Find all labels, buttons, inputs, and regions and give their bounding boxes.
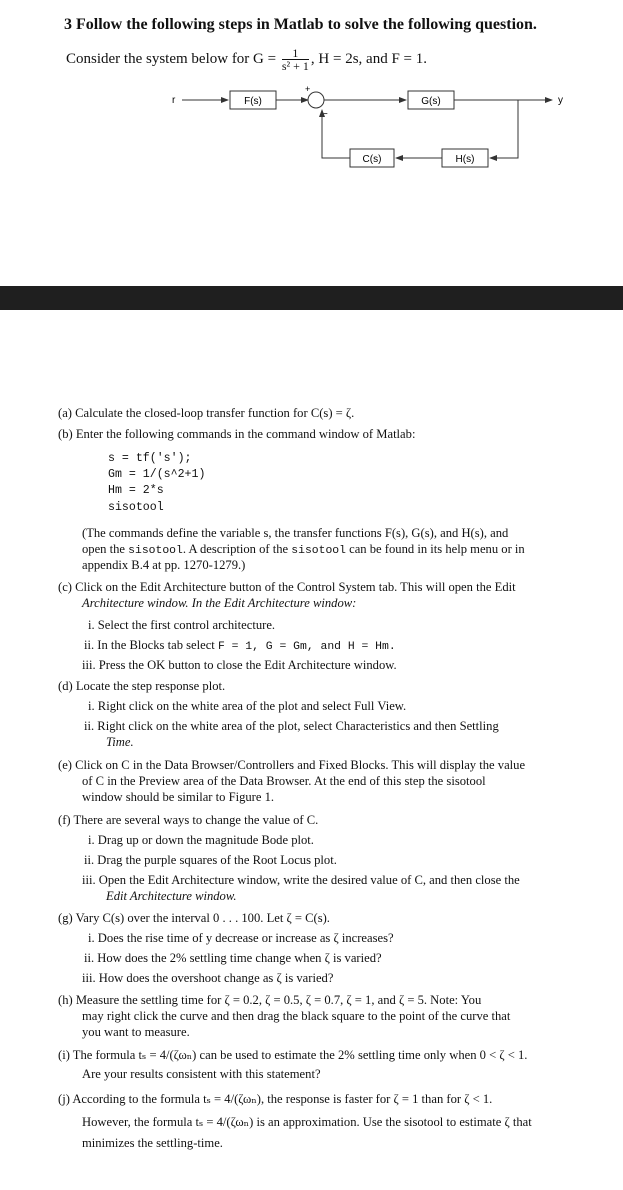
f-block-label: F(s)	[244, 96, 262, 107]
problem-intro	[66, 47, 427, 72]
step-c-i: i. Select the first control architecture.	[88, 618, 276, 632]
step-c-iii: iii. Press the OK button to close the Edit Architecture window.	[82, 658, 397, 672]
block-diagram	[160, 80, 580, 190]
step-h-line-1: (h) Measure the settling time for ζ = 0.2, ζ = 0.5, ζ = 0.7, ζ = 1, and ζ = 5. Note: You	[58, 993, 482, 1007]
step-b-note-line-1: (The commands define the variable s, the transfer functions F(s), G(s), and H(s), and	[82, 526, 509, 540]
step-c-ii	[84, 638, 396, 655]
step-g: (g) Vary C(s) over the interval 0 . . . 100. Let ζ = C(s).	[58, 911, 330, 925]
plus-sign: +	[305, 84, 311, 94]
step-g-ii: ii. How does the 2% settling time change when ζ is varied?	[84, 951, 382, 965]
output-label: y	[558, 95, 563, 106]
step-d: (d) Locate the step response plot.	[58, 679, 226, 693]
step-f-ii: ii. Drag the purple squares of the Root Locus plot.	[84, 853, 337, 867]
problem-title: 3 Follow the following steps in Matlab to solve the following question.	[64, 16, 537, 33]
step-h-line-3: you want to measure.	[82, 1025, 190, 1039]
note-text: can be found in its help menu or in	[345, 542, 525, 556]
step-c-line-1: (c) Click on the Edit Architecture button of the Control System tab. This will open the Edit	[58, 580, 516, 594]
g-denominator: s² + 1	[281, 59, 309, 73]
step-h-line-2: may right click the curve and then drag the black square to the point of the curve that	[82, 1009, 511, 1023]
feedback-line-right	[490, 100, 518, 158]
step-d-ii-line-1: ii. Right click on the white area of the plot, select Characteristics and then Settling	[84, 719, 499, 733]
problem-steps	[0, 310, 623, 1190]
step-b: (b) Enter the following commands in the command window of Matlab:	[58, 427, 416, 441]
step-e-line-2: of C in the Preview area of the Data Browser. At the end of this step the sisotool	[82, 774, 486, 788]
step-f: (f) There are several ways to change the value of C.	[58, 813, 319, 827]
note-text: . A description of the	[182, 542, 292, 556]
code-line-1: s = tf('s');	[108, 452, 192, 465]
summing-junction	[308, 92, 324, 108]
step-d-i: i. Right click on the white area of the plot and select Full View.	[88, 699, 407, 713]
g-fraction	[282, 47, 309, 72]
dark-separator-band	[0, 286, 623, 310]
g-block-label: G(s)	[421, 96, 441, 107]
step-i-line-1: (i) The formula tₛ = 4/(ζωₙ) can be used to estimate the 2% settling time only when 0 < ζ < 1.	[58, 1048, 528, 1062]
c-ii-text: ii. In the Blocks tab select	[84, 638, 218, 652]
h-block-label: H(s)	[455, 154, 475, 165]
note-text: open the	[82, 542, 129, 556]
step-i-line-2: Are your results consistent with this statement?	[82, 1067, 321, 1081]
step-e-line-1: (e) Click on C in the Data Browser/Controllers and Fixed Blocks. This will display the value	[58, 758, 526, 772]
step-f-i: i. Drag up or down the magnitude Bode plot.	[88, 833, 314, 847]
sisotool-code: sisotool	[291, 545, 346, 557]
step-a: (a) Calculate the closed-loop transfer function for C(s) = ζ.	[58, 406, 355, 420]
c-block-label: C(s)	[362, 154, 382, 165]
problem-header	[0, 0, 623, 286]
step-b-note-line-3: appendix B.4 at pp. 1270-1279.)	[82, 558, 246, 572]
step-d-ii-line-2: Time.	[106, 735, 134, 749]
step-c-line-2: Architecture window. In the Edit Architecture window:	[82, 596, 357, 610]
step-j-line-1: (j) According to the formula tₛ = 4/(ζωₙ), the response is faster for ζ = 1 than for ζ < 1.	[58, 1092, 493, 1106]
code-line-2: Gm = 1/(s^2+1)	[108, 468, 206, 481]
input-label: r	[172, 95, 176, 106]
step-f-iii-line-1: iii. Open the Edit Architecture window, write the desired value of C, and then close the	[82, 873, 520, 887]
step-b-note-line-2	[82, 542, 525, 559]
step-e-line-3: window should be similar to Figure 1.	[82, 790, 275, 804]
code-line-3: Hm = 2*s	[108, 484, 164, 497]
step-j-line-3: minimizes the settling-time.	[82, 1136, 223, 1150]
step-g-i: i. Does the rise time of y decrease or increase as ζ increases?	[88, 931, 394, 945]
intro-suffix: , H = 2s, and F = 1.	[310, 50, 427, 67]
minus-sign: −	[322, 109, 328, 120]
sisotool-code: sisotool	[128, 545, 183, 557]
step-f-iii-line-2: Edit Architecture window.	[106, 889, 237, 903]
intro-prefix: Consider the system below for G =	[66, 50, 277, 67]
g-numerator: 1	[282, 47, 309, 60]
c-ii-assignments: F = 1, G = Gm, and H = Hm.	[217, 641, 396, 653]
step-j-line-2: However, the formula tₛ = 4/(ζωₙ) is an approximation. Use the sisotool to estimate ζ that	[82, 1115, 532, 1129]
code-line-4: sisotool	[108, 501, 164, 514]
step-g-iii: iii. How does the overshoot change as ζ is varied?	[82, 971, 334, 985]
